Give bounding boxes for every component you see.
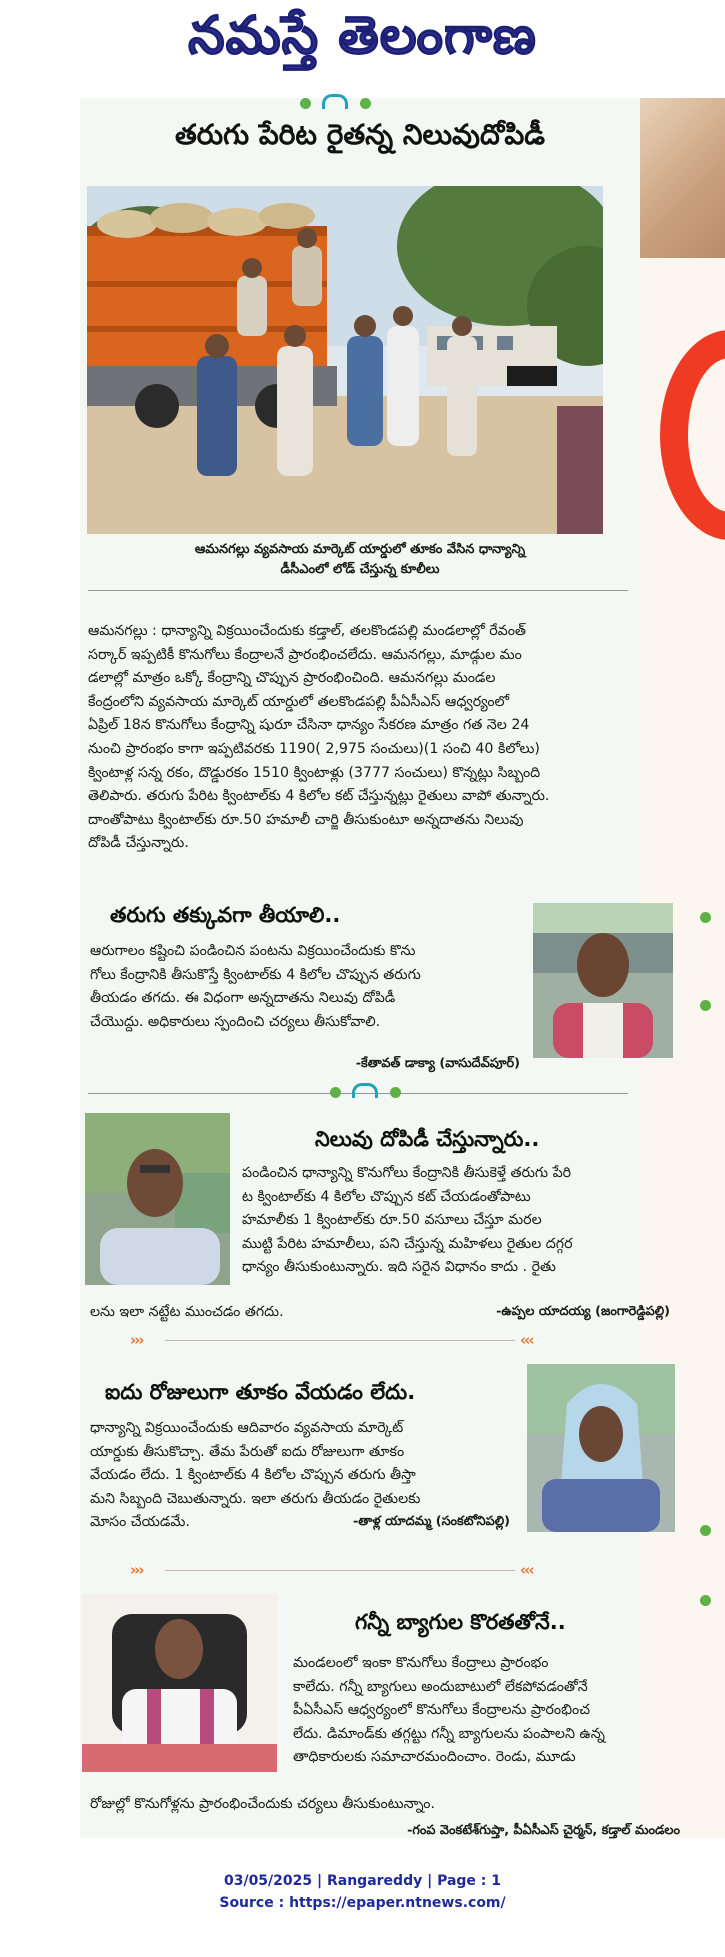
body-line: డలాల్లో మాత్రం ఒక్కో కేంద్రాన్ని చొప్పున ప్రారంభించింది. ఆమనగల్లు మండల (88, 670, 496, 687)
section3-line: మని సిబ్బంది చెబుతున్నారు. ఇలా తరుగు తీయడం రైతులకు (90, 1490, 421, 1507)
body-line: దోపిడీ చేస్తున్నారు. (88, 835, 189, 852)
farmer-photo-1 (533, 903, 673, 1058)
chevron-divider-1 (130, 1331, 550, 1349)
side-dot (700, 1595, 711, 1606)
section3-last-line: మోసం చేయడమే. (90, 1514, 190, 1530)
section1-heading: తరుగు తక్కువగా తీయాలి.. (110, 903, 341, 927)
body-line: నుంచి ప్రారంభం కాగా ఇప్పటివరకు 1190( 2,975 సంచులు)(1 సంచి 40 కిలోలు) (88, 740, 540, 757)
section2-line: ముట్టి పేరిట హమాలీలు, పని చేస్తున్న మహిళలు రైతుల దగ్గర (242, 1235, 573, 1252)
body-line: క్వింటాళ్ల సన్న రకం, దొడ్డురకం 1510 క్వింటాళ్లు (3777 సంచులు) కొన్నట్లు సిబ్బంది (88, 764, 541, 781)
section3-signature: -తాళ్ల యాదమ్మ (సంకటోనిపల్లి) (352, 1514, 510, 1529)
page-footer (0, 1870, 725, 1914)
caption-line-2: డీసీఎంలో లోడ్ చేస్తున్న కూలీలు (280, 562, 440, 577)
section1-line: తీయడం తగదు. ఈ విధంగా అన్నదాతను నిలువు దోపిడీ (90, 990, 396, 1007)
body-line: దాంతోపాటు క్వింటాల్‌కు రూ.50 హమాలీ చార్జి తీసుకుంటూ అన్నదాతను నిలువు (88, 811, 524, 828)
photo-caption (90, 540, 630, 580)
caption-line-1: ఆమనగల్లు వ్యవసాయ మార్కెట్ యార్డులో తూకం వేసిన ధాన్యాన్ని (194, 542, 526, 557)
double-chevron-divider-icon: ‹‹‹ (520, 1561, 533, 1579)
main-article-body (88, 620, 640, 856)
farmer-photo-2 (85, 1113, 230, 1285)
masthead-title: నమస్తే తెలంగాణ (188, 6, 537, 66)
double-chevron-divider-icon: ››› (130, 1331, 143, 1349)
section4-line: పీఏసీఎస్ ఆధ్వర్యంలో కొనుగోలు కేంద్రాలను ప్రారంభించ (293, 1702, 591, 1719)
section2-last-line: లను ఇలా నట్టేట ముంచడం తగదు. (90, 1304, 284, 1320)
caption-divider (88, 590, 628, 591)
section1-signature: -కేతావత్ డాక్యా (వాసుదేవ్‌పూర్) (355, 1056, 520, 1071)
section3-line: ధాన్యాన్ని విక్రయించేందుకు ఆదివారం వ్యవసాయ మార్కెట్ (90, 1420, 404, 1436)
section2-heading: నిలువు దోపిడీ చేస్తున్నారు.. (315, 1127, 540, 1151)
body-line: ఆమనగల్లు : ధాన్యాన్ని విక్రయించేందుకు కడ్తాల్, తలకొండపల్లి మండలాల్లో రేవంత్ (88, 623, 526, 639)
section1-body (90, 940, 522, 1034)
body-line: ఏప్రిల్ 18న కొనుగోలు కేంద్రాన్ని షురూ చేసినా ధాన్యం సేకరణ మాత్రం గత నెల 24 (88, 717, 530, 734)
section1-line: గోలు కేంద్రానికి తీసుకొస్తే క్వింటాల్‌కు 4 కిలోల చొప్పున తరుగు (90, 966, 421, 983)
footer-date-line: 03/05/2025 | Rangareddy | Page : 1 (223, 1873, 502, 1889)
chevron-divider-2 (130, 1561, 550, 1579)
section2-signature: -ఉప్పల యాదయ్య (జంగారెడ్డిపల్లి) (496, 1304, 670, 1319)
section3-heading: ఐదు రోజులుగా తూకం వేయడం లేదు. (105, 1380, 416, 1404)
section4-body (293, 1652, 668, 1770)
section4-last-line: రోజుల్లో కొనుగోళ్లను ప్రారంభించేందుకు చర్యలు తీసుకుంటున్నాం. (90, 1796, 436, 1812)
footer-source-line[interactable]: Source : https://epaper.ntnews.com/ (219, 1895, 506, 1911)
section4-line: మండలంలో ఇంకా కొనుగోలు కేంద్రాలు ప్రారంభం (293, 1655, 549, 1671)
body-line: కేంద్రంలోని వ్యవసాయ మార్కెట్ యార్డులో తలకొండపల్లి పీఏసీఎస్ ఆధ్వర్యంలో (88, 693, 510, 710)
body-line: సర్కార్ ఇప్పటికీ కొనుగోలు కేంద్రాలనే ప్రారంభించలేదు. ఆమనగల్లు, మాడ్గుల మం (88, 646, 522, 663)
section1-line: ఆరుగాలం కష్టించి పండించిన పంటను విక్రయించేందుకు కొను (90, 943, 416, 959)
section2-line: హమాలీకు 1 క్వింటాల్‌కు రూ.50 వసూలు చేస్తూ మరల (242, 1212, 542, 1229)
section4-line: తాధికారులకు సమాచారమందించాం. రెండు, మూడు (293, 1749, 576, 1766)
section2-body (242, 1162, 667, 1280)
section1-line: చేయొద్దు. అధికారులు స్పందించి చర్యలు తీసుకోవాలి. (90, 1013, 381, 1030)
side-dot (700, 1525, 711, 1536)
farmer-photo-3 (527, 1364, 675, 1532)
section2-line: ధాన్యం తీసుకుంటున్నారు. ఇది సరైన విధానం కాదు . రైతు (242, 1259, 556, 1276)
section4-line: కాలేదు. గన్నీ బ్యాగులు అందుబాటులో లేకపోవడంతోనే (293, 1678, 588, 1695)
official-photo (82, 1594, 277, 1772)
side-dot (700, 1000, 711, 1011)
mid-ornament (330, 1087, 410, 1099)
top-ornament (300, 98, 410, 110)
double-chevron-divider-icon: ‹‹‹ (520, 1331, 533, 1349)
section4-heading: గన్నీ బ్యాగుల కొరతతోనే.. (355, 1610, 566, 1634)
section4-line: లేదు. డిమాండ్‌కు తగ్గట్టు గన్నీ బ్యాగులను పంపాలని ఉన్న (293, 1725, 605, 1742)
section3-line: యార్డుకు తీసుకొచ్చా. తేమ పేరుతో ఐదు రోజులుగా తూకం (90, 1443, 405, 1460)
section3-body (90, 1417, 522, 1511)
section4-signature: -గంప వెంకటేశ్‌గుప్తా, పీఏసీఎస్ చైర్మన్, కడ్తాల్ మండలం (407, 1823, 680, 1838)
section3-line: వేయడం లేదు. 1 క్వింటాల్‌కు 4 కిలోల చొప్పున తరుగు తీస్తా (90, 1467, 416, 1484)
side-dot (700, 912, 711, 923)
adjacent-story-photo (640, 98, 725, 258)
double-chevron-divider-icon: ››› (130, 1561, 143, 1579)
section2-line: పండించిన ధాన్యాన్ని కొనుగోలు కేంద్రానికి తీసుకెళ్తే తరుగు పేరి (242, 1165, 572, 1181)
section2-line: ట క్వింటాల్‌కు 4 కిలోల చొప్పున కట్ చేయడంతోపాటు (242, 1188, 531, 1205)
body-line: తెలిపారు. తరుగు పేరిట క్వింటాల్‌కు 4 కిలోల కట్ చేస్తున్నట్లు రైతులు వాపో తున్నారు. (88, 788, 550, 805)
market-yard-photo (87, 186, 603, 534)
headline: తరుగు పేరిట రైతన్న నిలువుదోపిడీ (175, 118, 545, 151)
masthead (0, 0, 725, 78)
